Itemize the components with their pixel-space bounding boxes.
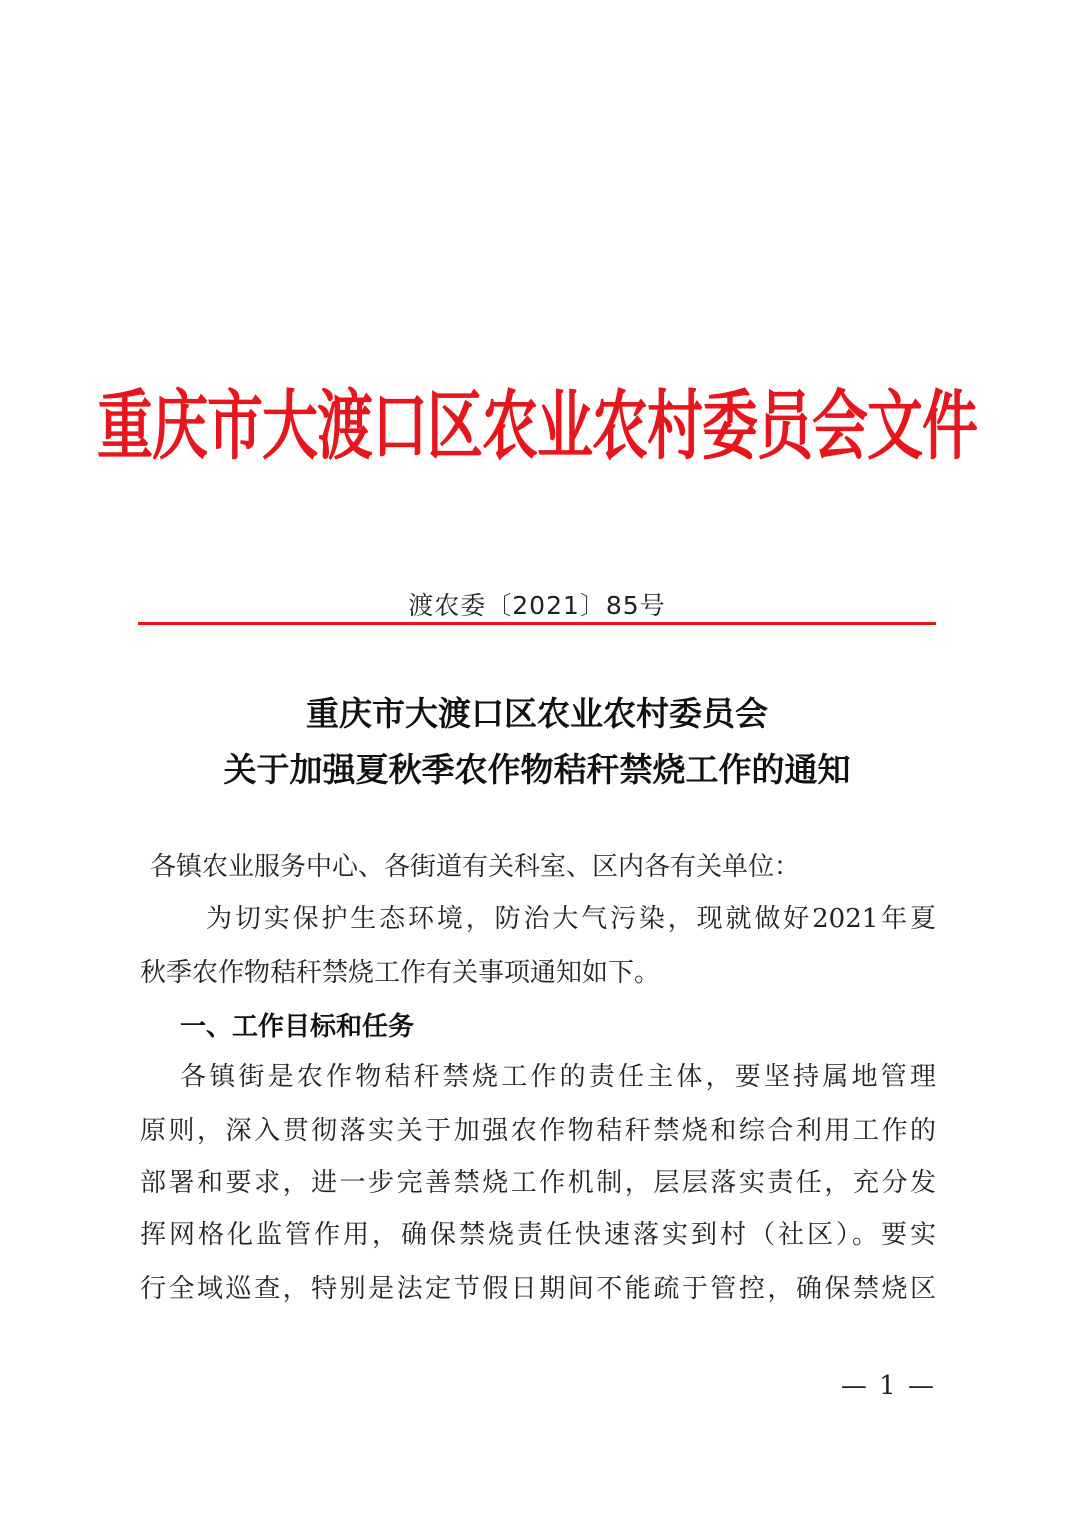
addressee-line: 各镇农业服务中心、各街道有关科室、区内各有关单位：: [150, 852, 801, 882]
intro-paragraph-line-1: 为切实保护生态环境，防治大气污染，现就做好2021年夏: [206, 904, 936, 934]
notice-title-line-2: 关于加强夏秋季农作物秸秆禁烧工作的通知: [223, 750, 851, 789]
section-1-line-3: 部署和要求，进一步完善禁烧工作机制，层层落实责任，充分发: [140, 1168, 936, 1198]
section-1-line-2: 原则，深入贯彻落实关于加强农作物秸秆禁烧和综合利用工作的: [140, 1116, 936, 1146]
section-1-line-1: 各镇街是农作物秸秆禁烧工作的责任主体，要坚持属地管理: [180, 1062, 936, 1092]
document-number: 渡农委〔2021〕85号: [408, 591, 666, 620]
section-1-line-4: 挥网格化监管作用，确保禁烧责任快速落实到村（社区）。要实: [140, 1220, 936, 1250]
masthead-title: 重庆市大渡口区农业农村委员会文件: [97, 382, 977, 471]
section-1-heading: 一、工作目标和任务: [180, 1012, 415, 1042]
notice-title-line-1: 重庆市大渡口区农业农村委员会: [306, 694, 768, 733]
section-1-line-5: 行全域巡查，特别是法定节假日期间不能疏于管控，确保禁烧区: [140, 1274, 936, 1304]
intro-paragraph-line-2: 秋季农作物秸秆禁烧工作有关事项通知如下。: [140, 958, 661, 988]
page-number: — 1 —: [840, 1371, 936, 1401]
red-divider-line: [138, 622, 936, 625]
